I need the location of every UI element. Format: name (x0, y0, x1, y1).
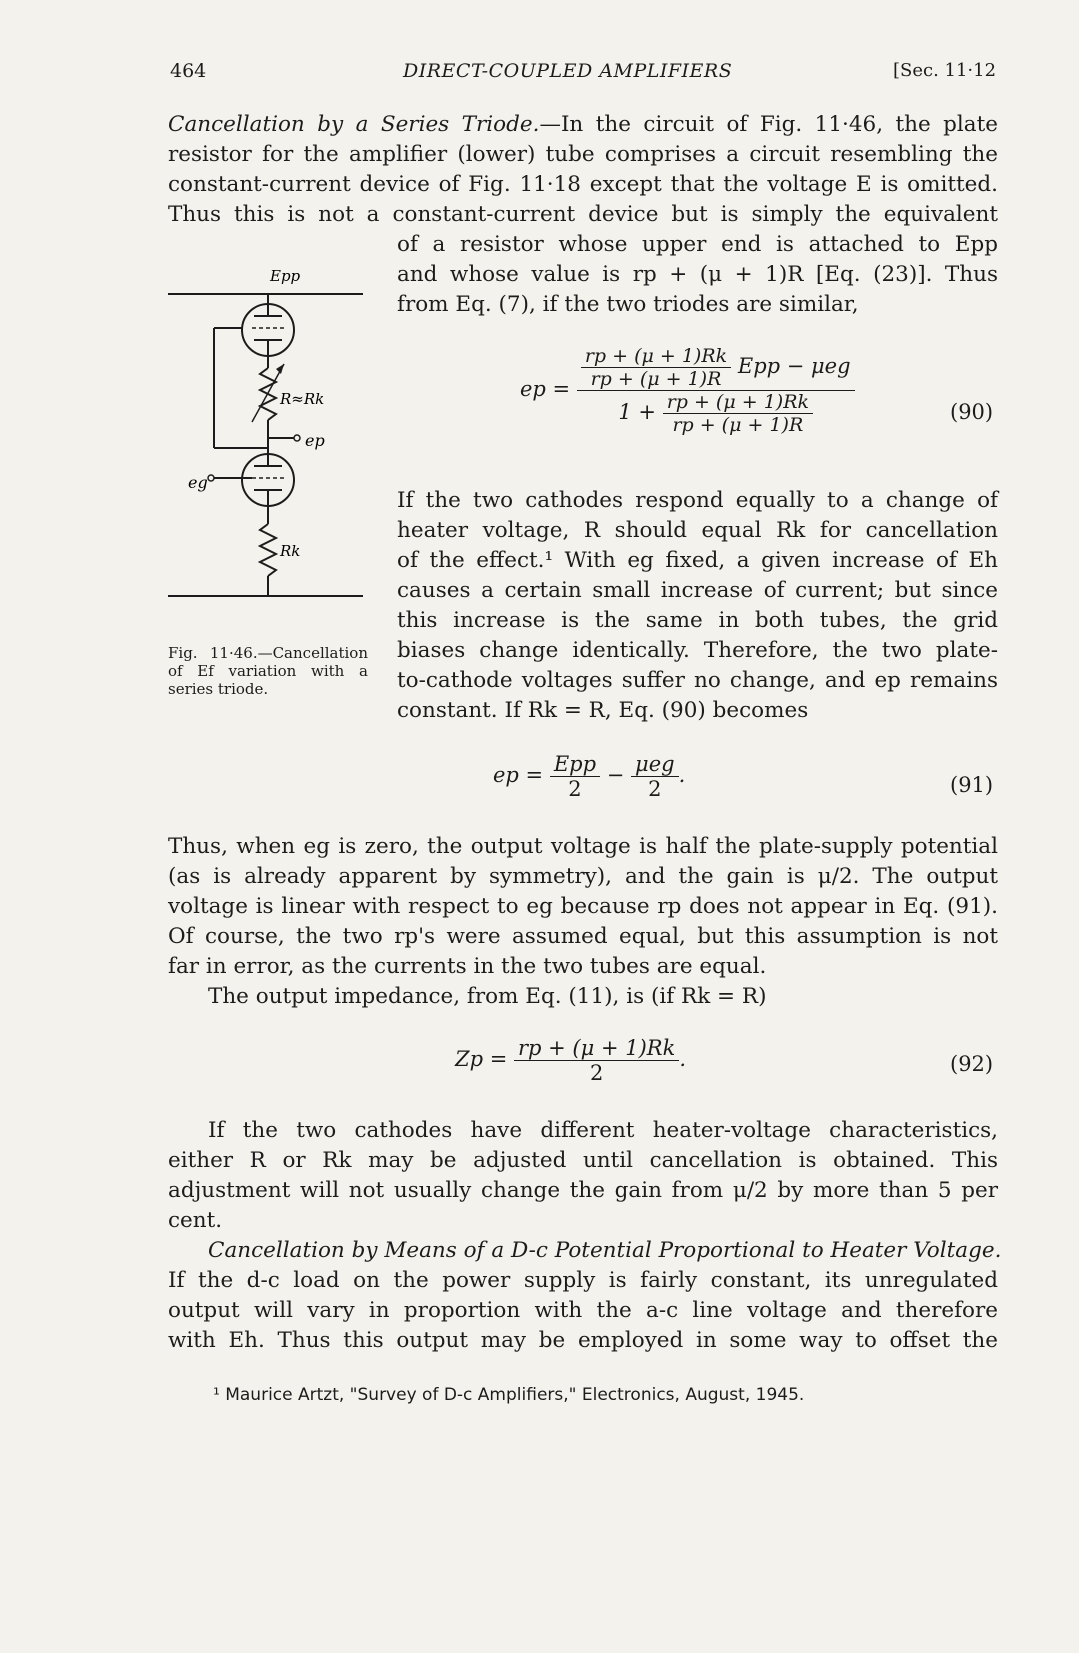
text-line: of the effect.¹ With eg fixed, a given increase of Eh (397, 548, 998, 573)
text-line: from Eq. (7), if the two triodes are similar, (397, 292, 859, 317)
label-eg: eg (188, 473, 208, 492)
paragraph-dc-potential (168, 1236, 1002, 1356)
text-line: heater voltage, R should equal Rk for cancellation (397, 518, 998, 543)
text-line: The output impedance, from Eq. (11), is (if Rk = R) (208, 984, 767, 1009)
paragraph-output-voltage (168, 832, 998, 982)
equation-92: Zp = $\frac{rp + (\mu + 1)Rk}{2}$ . (455, 1036, 686, 1085)
eq90-main-fraction: $\frac{rp + (\mu + 1)Rk}{rp + (\mu + 1)R}$ Epp − μeg 1 + $\frac{rp + (\mu + 1)Rk}{rp + (\mu + 1)R}$ (577, 345, 855, 436)
equation-90: ep = $\frac{rp + (\mu + 1)Rk}{rp + (\mu + 1)R}$ Epp − μeg 1 + $\frac{rp + (\mu + 1)Rk}{rp + (\mu + 1)R}$ (520, 345, 855, 436)
footnote: ¹ Maurice Artzt, "Survey of D-c Amplifiers," Electronics, August, 1945. (213, 1385, 805, 1405)
page-number: 464 (170, 60, 207, 82)
text-line: output will vary in proportion with the a-c line voltage and therefore (168, 1298, 998, 1323)
label-epp: Epp (270, 267, 301, 285)
circuit-figure (168, 256, 368, 636)
text-line: adjustment will not usually change the gain from μ/2 by more than 5 per (168, 1178, 998, 1203)
label-ep: ep (305, 431, 325, 450)
text-line: (as is already apparent by symmetry), and the gain is μ/2. The output (168, 864, 998, 889)
section-heading: Cancellation by a Series Triode. (168, 112, 540, 137)
paragraph-different-cathodes (168, 1116, 998, 1236)
text-line: of a resistor whose upper end is attached to Epp (397, 232, 998, 257)
section-heading: Cancellation by Means of a D-c Potential Proportional to Heater Voltage. (208, 1238, 1002, 1263)
text-line: resistor for the amplifier (lower) tube comprises a circuit resembling the (168, 142, 998, 167)
resistor-rk (260, 524, 276, 576)
paragraph-series-triode (168, 110, 998, 230)
figure-caption: Fig. 11·46.—Cancellation of Ef variation with a series triode. (168, 644, 368, 698)
text-line: If the two cathodes respond equally to a change of (397, 488, 998, 513)
text-line: cent. (168, 1208, 223, 1233)
text-line: to-cathode voltages suffer no change, and ep remains (397, 668, 998, 693)
section-label: [Sec. 11·12 (893, 60, 997, 81)
text-line: If the two cathodes have different heater-voltage characteristics, (208, 1118, 998, 1143)
label-rk: Rk (280, 542, 301, 560)
text-line: If the d-c load on the power supply is fairly constant, its unregulated (168, 1268, 998, 1293)
text-line: Thus, when eg is zero, the output voltage is half the plate-supply potential (168, 834, 998, 859)
paragraph-narrow-1 (397, 230, 998, 320)
text-line: far in error, as the currents in the two tubes are equal. (168, 954, 767, 979)
text-line: constant-current device of Fig. 11·18 except that the voltage E is omitted. (168, 172, 998, 197)
label-r: R≈Rk (280, 390, 325, 408)
text-line: this increase is the same in both tubes, the grid (397, 608, 998, 633)
equation-91: ep = $\frac{\text{Epp}}{2}$ − $\frac{\text{μeg}}{2}$ . (493, 752, 686, 801)
paragraph-narrow-2 (397, 486, 998, 726)
running-title: DIRECT-COUPLED AMPLIFIERS (403, 60, 733, 82)
equation-number-91: (91) (950, 773, 994, 797)
paragraph-output-impedance (208, 982, 998, 1012)
text-line: Thus this is not a constant-current device but is simply the equivalent (168, 202, 998, 227)
text-line: either R or Rk may be adjusted until cancellation is obtained. This (168, 1148, 998, 1173)
text-line: causes a certain small increase of current; but since (397, 578, 998, 603)
text-line: voltage is linear with respect to eg because rp does not appear in Eq. (91). (168, 894, 998, 919)
text-line: Of course, the two rp's were assumed equal, but this assumption is not (168, 924, 998, 949)
text-line: Cancellation by a Series Triode.—In the circuit of Fig. 11·46, the plate (168, 112, 998, 137)
equation-number-90: (90) (950, 400, 994, 424)
equation-number-92: (92) (950, 1052, 994, 1076)
text-line: biases change identically. Therefore, the two plate- (397, 638, 998, 663)
text-line: and whose value is rp + (μ + 1)R [Eq. (23)]. Thus (397, 262, 998, 287)
text-line: constant. If Rk = R, Eq. (90) becomes (397, 698, 809, 723)
text-line: with Eh. Thus this output may be employed in some way to offset the (168, 1328, 998, 1353)
